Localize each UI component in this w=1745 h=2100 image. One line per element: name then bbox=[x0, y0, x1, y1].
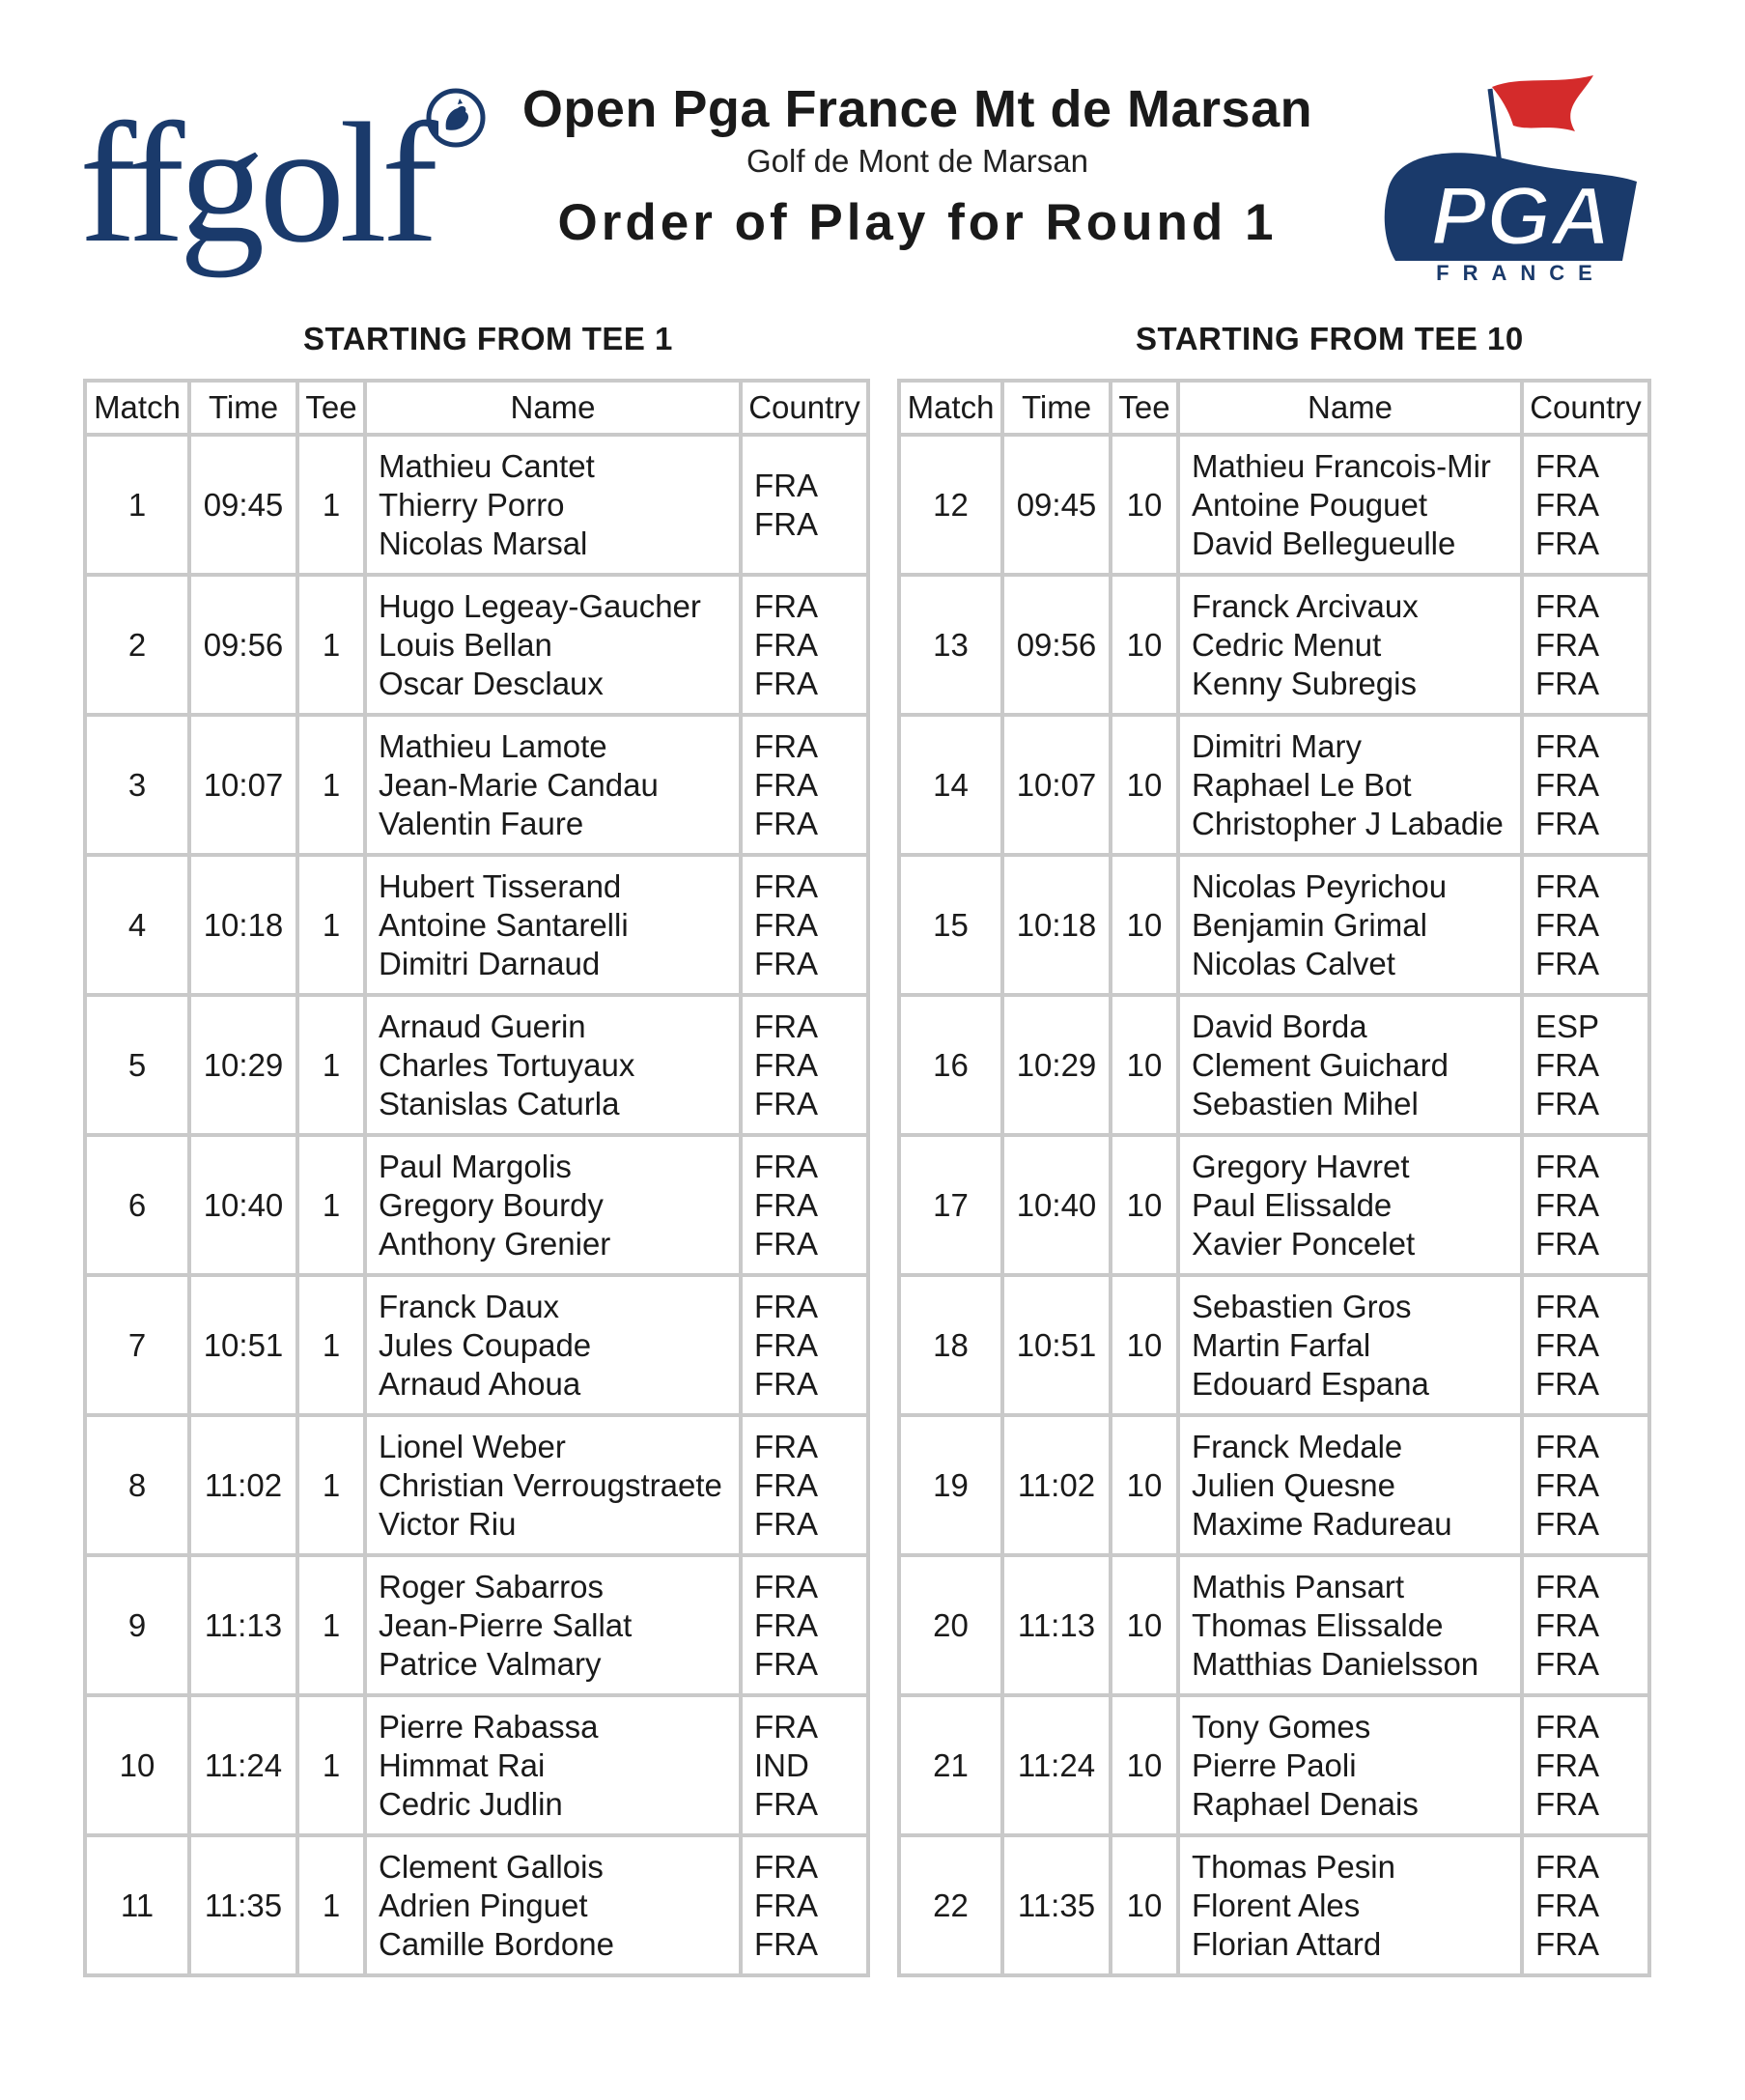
match-cell: 21 bbox=[901, 1697, 1000, 1833]
country-cell bbox=[743, 1837, 866, 1973]
player-country: FRA bbox=[754, 1085, 818, 1121]
table-row bbox=[87, 1697, 866, 1833]
names-cell bbox=[367, 997, 739, 1133]
tee-cell: 10 bbox=[1112, 857, 1176, 993]
country-cell bbox=[743, 997, 866, 1133]
table-row bbox=[87, 997, 866, 1133]
player-country: FRA bbox=[754, 1848, 818, 1885]
player-country: FRA bbox=[1535, 1085, 1599, 1121]
names-cell bbox=[367, 1137, 739, 1273]
table-row bbox=[901, 1697, 1647, 1833]
player-name: Camille Bordone bbox=[379, 1925, 614, 1962]
player-country: FRA bbox=[1535, 945, 1599, 981]
country-cell bbox=[1524, 1697, 1647, 1833]
player-name: Jules Coupade bbox=[379, 1326, 592, 1363]
tee-cell: 10 bbox=[1112, 997, 1176, 1133]
player-name: Antoine Pouguet bbox=[1192, 486, 1428, 523]
time-cell: 09:56 bbox=[191, 577, 296, 713]
player-name: Franck Daux bbox=[379, 1288, 560, 1324]
player-name: Mathieu Francois-Mir bbox=[1192, 447, 1491, 484]
france-wordmark: FRANCE bbox=[1436, 261, 1606, 285]
match-cell: 8 bbox=[87, 1417, 187, 1553]
player-country: FRA bbox=[1535, 447, 1599, 484]
player-name: Arnaud Guerin bbox=[379, 1007, 586, 1044]
tee-cell: 1 bbox=[299, 1277, 363, 1413]
match-cell: 6 bbox=[87, 1137, 187, 1273]
names-cell bbox=[1180, 1277, 1520, 1413]
time-cell: 09:45 bbox=[191, 437, 296, 573]
time-cell: 10:18 bbox=[191, 857, 296, 993]
player-name: Cedric Judlin bbox=[379, 1785, 563, 1822]
player-name: Anthony Grenier bbox=[379, 1225, 611, 1262]
col-header-time: Time bbox=[191, 383, 296, 433]
time-cell: 10:07 bbox=[1004, 717, 1109, 853]
col-header-match: Match bbox=[901, 383, 1000, 433]
player-country: FRA bbox=[1535, 906, 1599, 943]
player-name: Sebastien Mihel bbox=[1192, 1085, 1419, 1121]
table-row bbox=[901, 997, 1647, 1133]
player-country: FRA bbox=[754, 1785, 818, 1822]
table-row bbox=[87, 1417, 866, 1553]
col-header-tee: Tee bbox=[299, 383, 363, 433]
player-name: Florent Ales bbox=[1192, 1887, 1361, 1923]
player-name: Roger Sabarros bbox=[379, 1568, 604, 1604]
player-name: Thierry Porro bbox=[379, 486, 565, 523]
player-country: FRA bbox=[754, 1288, 818, 1324]
country-cell bbox=[1524, 1837, 1647, 1973]
country-cell bbox=[1524, 1557, 1647, 1693]
time-cell: 09:56 bbox=[1004, 577, 1109, 713]
names-cell bbox=[367, 857, 739, 993]
player-country: FRA bbox=[754, 1186, 818, 1223]
player-country: FRA bbox=[754, 945, 818, 981]
player-name: Cedric Menut bbox=[1192, 626, 1382, 663]
country-cell bbox=[1524, 437, 1647, 573]
col-header-country: Country bbox=[1524, 383, 1647, 433]
names-cell bbox=[1180, 577, 1520, 713]
country-cell bbox=[1524, 857, 1647, 993]
player-name: Mathis Pansart bbox=[1192, 1568, 1405, 1604]
match-cell: 19 bbox=[901, 1417, 1000, 1553]
match-cell: 9 bbox=[87, 1557, 187, 1693]
tee-cell: 10 bbox=[1112, 1137, 1176, 1273]
player-country: FRA bbox=[1535, 1046, 1599, 1083]
match-cell: 10 bbox=[87, 1697, 187, 1833]
player-country: FRA bbox=[1535, 665, 1599, 701]
player-name: Franck Medale bbox=[1192, 1428, 1403, 1464]
names-cell bbox=[1180, 1417, 1520, 1553]
player-name: Tony Gomes bbox=[1192, 1708, 1371, 1745]
tee-cell: 10 bbox=[1112, 717, 1176, 853]
names-cell bbox=[367, 577, 739, 713]
player-name: Oscar Desclaux bbox=[379, 665, 604, 701]
table-row bbox=[901, 1557, 1647, 1693]
player-country: FRA bbox=[754, 1645, 818, 1682]
time-cell: 10:29 bbox=[1004, 997, 1109, 1133]
player-name: Dimitri Mary bbox=[1192, 727, 1362, 764]
player-name: Kenny Subregis bbox=[1192, 665, 1417, 701]
names-cell bbox=[367, 1417, 739, 1553]
time-cell: 10:07 bbox=[191, 717, 296, 853]
player-country: FRA bbox=[1535, 1645, 1599, 1682]
event-title: Open Pga France Mt de Marsan bbox=[521, 80, 1313, 138]
player-name: David Borda bbox=[1192, 1007, 1367, 1044]
time-cell: 11:24 bbox=[191, 1697, 296, 1833]
match-cell: 3 bbox=[87, 717, 187, 853]
table-row bbox=[901, 437, 1647, 573]
player-country: FRA bbox=[754, 1925, 818, 1962]
player-name: Arnaud Ahoua bbox=[379, 1365, 581, 1402]
pga-france-logo bbox=[1376, 68, 1666, 285]
tee1-table bbox=[83, 379, 870, 1977]
player-name: Gregory Havret bbox=[1192, 1148, 1410, 1184]
table-row bbox=[901, 1417, 1647, 1553]
player-country: FRA bbox=[754, 1007, 818, 1044]
player-country: FRA bbox=[1535, 486, 1599, 523]
rooster-seal-icon bbox=[425, 87, 487, 149]
tee-cell: 10 bbox=[1112, 1697, 1176, 1833]
pga-wordmark: PGA bbox=[1430, 170, 1612, 263]
country-cell bbox=[1524, 577, 1647, 713]
player-country: FRA bbox=[1535, 1746, 1599, 1783]
player-country: IND bbox=[754, 1746, 809, 1783]
player-country: FRA bbox=[1535, 587, 1599, 624]
player-name: Hugo Legeay-Gaucher bbox=[379, 587, 701, 624]
player-country: FRA bbox=[754, 1466, 818, 1503]
time-cell: 11:24 bbox=[1004, 1697, 1109, 1833]
player-country: FRA bbox=[1535, 1925, 1599, 1962]
table-row bbox=[901, 1137, 1647, 1273]
table-row bbox=[87, 1837, 866, 1973]
tee-cell: 1 bbox=[299, 717, 363, 853]
player-country: FRA bbox=[1535, 766, 1599, 803]
tee-cell: 1 bbox=[299, 1837, 363, 1973]
player-name: Lionel Weber bbox=[379, 1428, 566, 1464]
player-country: FRA bbox=[754, 727, 818, 764]
player-name: Thomas Elissalde bbox=[1192, 1606, 1444, 1643]
player-country: FRA bbox=[754, 906, 818, 943]
player-name: Jean-Pierre Sallat bbox=[379, 1606, 633, 1643]
names-cell bbox=[367, 717, 739, 853]
player-country: FRA bbox=[754, 1606, 818, 1643]
tee-cell: 10 bbox=[1112, 1557, 1176, 1693]
country-cell bbox=[1524, 997, 1647, 1133]
names-cell bbox=[1180, 1697, 1520, 1833]
flag-red-icon bbox=[1492, 75, 1593, 131]
player-country: FRA bbox=[1535, 626, 1599, 663]
player-name: Edouard Espana bbox=[1192, 1365, 1429, 1402]
match-cell: 2 bbox=[87, 577, 187, 713]
player-country: FRA bbox=[754, 505, 818, 542]
player-country: FRA bbox=[754, 1887, 818, 1923]
player-name: Matthias Danielsson bbox=[1192, 1645, 1479, 1682]
player-country: FRA bbox=[1535, 1785, 1599, 1822]
player-country: FRA bbox=[754, 1148, 818, 1184]
country-cell bbox=[1524, 1417, 1647, 1553]
player-country: FRA bbox=[754, 805, 818, 841]
player-name: Florian Attard bbox=[1192, 1925, 1382, 1962]
country-cell bbox=[743, 437, 866, 573]
names-cell bbox=[367, 1277, 739, 1413]
tee-cell: 10 bbox=[1112, 1277, 1176, 1413]
match-cell: 16 bbox=[901, 997, 1000, 1133]
time-cell: 10:29 bbox=[191, 997, 296, 1133]
country-cell bbox=[743, 1137, 866, 1273]
player-name: Nicolas Marsal bbox=[379, 525, 588, 561]
tee-cell: 10 bbox=[1112, 437, 1176, 573]
player-name: Christian Verrougstraete bbox=[379, 1466, 722, 1503]
match-cell: 20 bbox=[901, 1557, 1000, 1693]
tee10-heading: STARTING FROM TEE 10 bbox=[1136, 321, 1524, 356]
player-name: Hubert Tisserand bbox=[379, 867, 622, 904]
player-country: FRA bbox=[1535, 1365, 1599, 1402]
time-cell: 10:40 bbox=[191, 1137, 296, 1273]
player-country: FRA bbox=[754, 1568, 818, 1604]
col-header-match: Match bbox=[87, 383, 187, 433]
player-country: FRA bbox=[1535, 805, 1599, 841]
player-name: Paul Margolis bbox=[379, 1148, 572, 1184]
tee-cell: 1 bbox=[299, 1417, 363, 1553]
table-row bbox=[87, 437, 866, 573]
country-cell bbox=[743, 717, 866, 853]
match-cell: 14 bbox=[901, 717, 1000, 853]
player-name: Raphael Le Bot bbox=[1192, 766, 1412, 803]
tee-cell: 1 bbox=[299, 1137, 363, 1273]
player-country: FRA bbox=[754, 1428, 818, 1464]
player-country: FRA bbox=[1535, 1186, 1599, 1223]
names-cell bbox=[367, 1697, 739, 1833]
player-country: FRA bbox=[754, 1046, 818, 1083]
time-cell: 10:40 bbox=[1004, 1137, 1109, 1273]
col-header-country: Country bbox=[743, 383, 866, 433]
round-title: Order of Play for Round 1 bbox=[557, 194, 1278, 251]
player-name: Clement Guichard bbox=[1192, 1046, 1449, 1083]
player-name: Adrien Pinguet bbox=[379, 1887, 588, 1923]
player-country: FRA bbox=[1535, 1568, 1599, 1604]
player-name: Pierre Paoli bbox=[1192, 1746, 1357, 1783]
country-cell bbox=[1524, 717, 1647, 853]
tee1-heading: STARTING FROM TEE 1 bbox=[303, 321, 673, 356]
player-name: Antoine Santarelli bbox=[379, 906, 629, 943]
table-row bbox=[87, 857, 866, 993]
player-name: Nicolas Peyrichou bbox=[1192, 867, 1448, 904]
match-cell: 4 bbox=[87, 857, 187, 993]
player-country: FRA bbox=[1535, 1326, 1599, 1363]
player-country: FRA bbox=[754, 1505, 818, 1542]
names-cell bbox=[1180, 1837, 1520, 1973]
player-name: Julien Quesne bbox=[1192, 1466, 1395, 1503]
names-cell bbox=[1180, 997, 1520, 1133]
player-name: Raphael Denais bbox=[1192, 1785, 1419, 1822]
player-name: Paul Elissalde bbox=[1192, 1186, 1393, 1223]
player-country: FRA bbox=[754, 1326, 818, 1363]
tee-cell: 1 bbox=[299, 857, 363, 993]
player-country: FRA bbox=[754, 665, 818, 701]
col-header-name: Name bbox=[1180, 383, 1520, 433]
match-cell: 17 bbox=[901, 1137, 1000, 1273]
country-cell bbox=[743, 1417, 866, 1553]
player-country: FRA bbox=[1535, 1848, 1599, 1885]
player-name: Christopher J Labadie bbox=[1192, 805, 1504, 841]
player-name: Benjamin Grimal bbox=[1192, 906, 1427, 943]
player-name: Stanislas Caturla bbox=[379, 1085, 620, 1121]
table-row bbox=[87, 717, 866, 853]
time-cell: 11:13 bbox=[191, 1557, 296, 1693]
time-cell: 11:02 bbox=[1004, 1417, 1109, 1553]
player-country: FRA bbox=[754, 626, 818, 663]
player-name: Charles Tortuyaux bbox=[379, 1046, 635, 1083]
names-cell bbox=[367, 1557, 739, 1693]
ffgolf-wordmark: ffgolf bbox=[79, 87, 434, 278]
player-country: FRA bbox=[1535, 867, 1599, 904]
player-country: FRA bbox=[754, 587, 818, 624]
player-country: FRA bbox=[1535, 1887, 1599, 1923]
country-cell bbox=[743, 1697, 866, 1833]
player-name: Mathieu Lamote bbox=[379, 727, 607, 764]
player-country: FRA bbox=[754, 467, 818, 503]
time-cell: 11:35 bbox=[191, 1837, 296, 1973]
country-cell bbox=[743, 857, 866, 993]
player-name: Maxime Radureau bbox=[1192, 1505, 1452, 1542]
names-cell bbox=[1180, 717, 1520, 853]
country-cell bbox=[743, 577, 866, 713]
player-name: Xavier Poncelet bbox=[1192, 1225, 1416, 1262]
names-cell bbox=[1180, 857, 1520, 993]
table-row bbox=[901, 857, 1647, 993]
tee10-table bbox=[897, 379, 1651, 1977]
player-name: Nicolas Calvet bbox=[1192, 945, 1395, 981]
country-cell bbox=[1524, 1277, 1647, 1413]
player-country: FRA bbox=[1535, 1466, 1599, 1503]
player-name: Jean-Marie Candau bbox=[379, 766, 659, 803]
player-name: Thomas Pesin bbox=[1192, 1848, 1395, 1885]
player-name: Martin Farfal bbox=[1192, 1326, 1371, 1363]
player-country: FRA bbox=[754, 867, 818, 904]
names-cell bbox=[1180, 437, 1520, 573]
table-row bbox=[901, 1277, 1647, 1413]
player-name: Pierre Rabassa bbox=[379, 1708, 599, 1745]
time-cell: 09:45 bbox=[1004, 437, 1109, 573]
player-name: Sebastien Gros bbox=[1192, 1288, 1412, 1324]
tee-cell: 10 bbox=[1112, 1837, 1176, 1973]
names-cell bbox=[1180, 1137, 1520, 1273]
match-cell: 15 bbox=[901, 857, 1000, 993]
match-cell: 18 bbox=[901, 1277, 1000, 1413]
venue-subtitle: Golf de Mont de Marsan bbox=[746, 143, 1088, 179]
ffgolf-logo bbox=[79, 68, 504, 280]
player-name: Franck Arcivaux bbox=[1192, 587, 1419, 624]
time-cell: 11:13 bbox=[1004, 1557, 1109, 1693]
time-cell: 10:18 bbox=[1004, 857, 1109, 993]
player-country: FRA bbox=[1535, 1708, 1599, 1745]
names-cell bbox=[367, 437, 739, 573]
col-header-name: Name bbox=[367, 383, 739, 433]
tee-cell: 10 bbox=[1112, 1417, 1176, 1553]
table-row bbox=[901, 1837, 1647, 1973]
player-country: FRA bbox=[1535, 1505, 1599, 1542]
match-cell: 13 bbox=[901, 577, 1000, 713]
match-cell: 7 bbox=[87, 1277, 187, 1413]
tee-cell: 1 bbox=[299, 577, 363, 713]
player-country: FRA bbox=[1535, 1288, 1599, 1324]
time-cell: 10:51 bbox=[1004, 1277, 1109, 1413]
match-cell: 1 bbox=[87, 437, 187, 573]
player-country: FRA bbox=[1535, 1428, 1599, 1464]
tee-cell: 1 bbox=[299, 437, 363, 573]
time-cell: 10:51 bbox=[191, 1277, 296, 1413]
table-row bbox=[87, 1557, 866, 1693]
time-cell: 11:35 bbox=[1004, 1837, 1109, 1973]
table-row bbox=[87, 577, 866, 713]
player-country: FRA bbox=[754, 766, 818, 803]
match-cell: 11 bbox=[87, 1837, 187, 1973]
names-cell bbox=[1180, 1557, 1520, 1693]
tee-cell: 1 bbox=[299, 1697, 363, 1833]
match-cell: 12 bbox=[901, 437, 1000, 573]
table-row bbox=[901, 717, 1647, 853]
match-cell: 5 bbox=[87, 997, 187, 1133]
country-cell bbox=[743, 1277, 866, 1413]
player-country: FRA bbox=[1535, 1606, 1599, 1643]
names-cell bbox=[367, 1837, 739, 1973]
country-cell bbox=[1524, 1137, 1647, 1273]
player-country: FRA bbox=[1535, 727, 1599, 764]
player-country: FRA bbox=[754, 1225, 818, 1262]
player-country: ESP bbox=[1535, 1007, 1600, 1044]
col-header-tee: Tee bbox=[1112, 383, 1176, 433]
tee-cell: 1 bbox=[299, 1557, 363, 1693]
player-name: Dimitri Darnaud bbox=[379, 945, 601, 981]
table-row bbox=[87, 1137, 866, 1273]
player-name: Louis Bellan bbox=[379, 626, 552, 663]
player-country: FRA bbox=[754, 1365, 818, 1402]
time-cell: 11:02 bbox=[191, 1417, 296, 1553]
player-name: Patrice Valmary bbox=[379, 1645, 602, 1682]
player-country: FRA bbox=[1535, 1148, 1599, 1184]
player-country: FRA bbox=[1535, 1225, 1599, 1262]
table-row bbox=[901, 577, 1647, 713]
player-name: Mathieu Cantet bbox=[379, 447, 595, 484]
tee-cell: 1 bbox=[299, 997, 363, 1133]
player-name: Himmat Rai bbox=[379, 1746, 546, 1783]
table-row bbox=[87, 1277, 866, 1413]
player-name: Valentin Faure bbox=[379, 805, 584, 841]
player-name: Victor Riu bbox=[379, 1505, 517, 1542]
country-cell bbox=[743, 1557, 866, 1693]
player-name: Gregory Bourdy bbox=[379, 1186, 604, 1223]
player-name: Clement Gallois bbox=[379, 1848, 604, 1885]
player-country: FRA bbox=[754, 1708, 818, 1745]
player-name: David Bellegueulle bbox=[1192, 525, 1456, 561]
player-country: FRA bbox=[1535, 525, 1599, 561]
match-cell: 22 bbox=[901, 1837, 1000, 1973]
col-header-time: Time bbox=[1004, 383, 1109, 433]
tee-cell: 10 bbox=[1112, 577, 1176, 713]
